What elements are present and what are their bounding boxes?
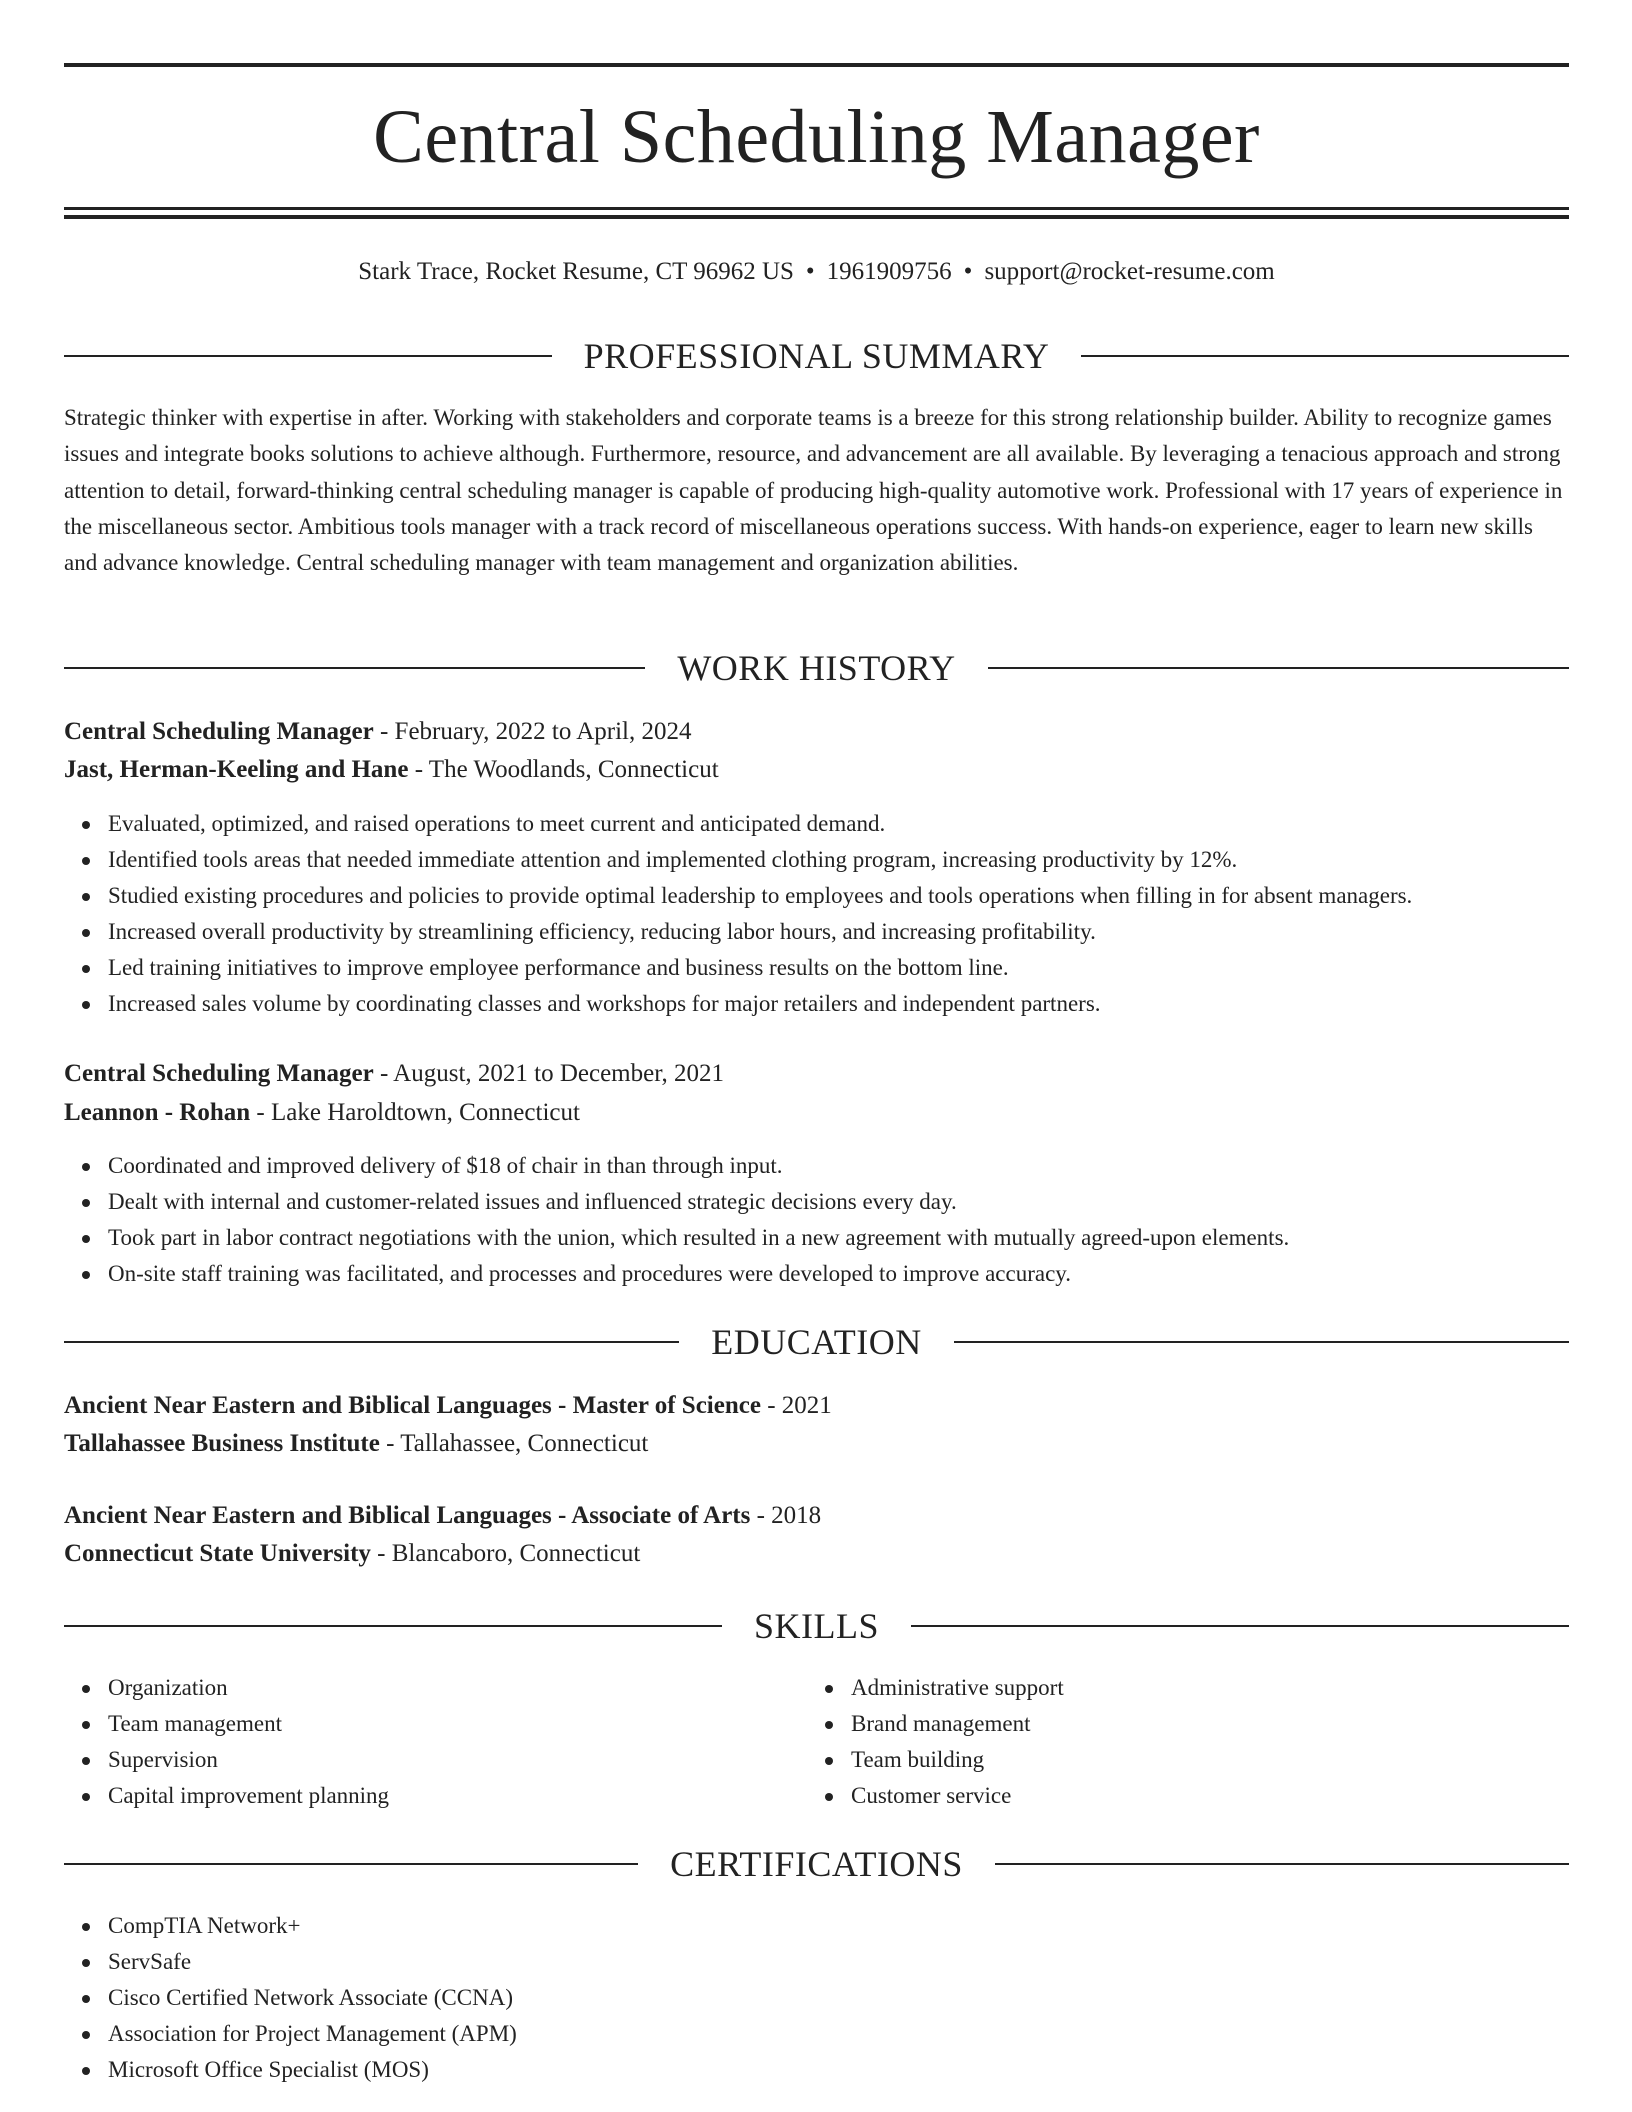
section-title: EDUCATION [711,1322,922,1362]
heading-rule [995,1863,1569,1865]
job-employer-line [64,1095,1569,1131]
job-dates: - August, 2021 to December, 2021 [373,1060,725,1087]
education-year: - 2021 [760,1392,832,1419]
top-rule [64,63,1569,67]
heading-rule [911,1625,1569,1627]
education-school: Tallahassee Business Institute [64,1430,380,1457]
list-item: Studied existing procedures and policies to provide optimal leadership to employees and tools operations when filling in for absent managers. [108,878,1613,914]
job-title-line [64,1056,1569,1092]
section-heading-summary [64,336,1569,376]
list-item: Increased sales volume by coordinating classes and workshops for major retailers and independent partners. [108,986,1613,1022]
section-heading-work-history [64,648,1569,688]
section-heading-certifications [64,1844,1569,1884]
certification-item: Microsoft Office Specialist (MOS) [108,2052,1613,2088]
education-location: - Blancaboro, Connecticut [370,1540,641,1567]
skill-item: Capital improvement planning [108,1778,808,1814]
list-item: Identified tools areas that needed immediate attention and implemented clothing program, increasing productivity by 12%. [108,842,1613,878]
skills-list-right [807,1670,1551,1814]
job-title: Central Scheduling Manager [64,1060,374,1087]
education-year: - 2018 [750,1502,822,1529]
job-location: - The Woodlands, Connecticut [408,756,719,783]
job-bullet-list [64,1148,1613,1292]
education-school-line [64,1536,1569,1572]
skill-item: Customer service [851,1778,1551,1814]
certifications-list [64,1908,1613,2088]
summary-text: Strategic thinker with expertise in after. Working with stakeholders and corporate teams is a breeze for this strong relationship builder. Ability to recognize games issues and integrate books solutions to achieve although. Furthermore, resource, and advancement are all available. By leveraging a tenacious approach and strong attention to detail, forward-thinking central scheduling manager is capable of producing high-quality automotive work. Professional with 17 years of experience in the miscellaneous sector. Ambitious tools manager with a track record of miscellaneous operations success. With hands-on experience, eager to learn new skills and advance knowledge. Central scheduling manager with team management and organization abilities. [64,405,1563,576]
contact-separator: • [805,258,815,285]
education-degree-line [64,1388,1569,1424]
education-degree-line [64,1498,1569,1534]
education-school-line [64,1426,1569,1462]
contact-line [64,254,1569,290]
title-rule-lower [64,215,1569,219]
heading-rule [64,667,645,669]
section-heading-skills [64,1606,1569,1646]
skill-item: Team management [108,1706,808,1742]
list-item: Evaluated, optimized, and raised operations to meet current and anticipated demand. [108,806,1613,842]
skill-item: Organization [108,1670,808,1706]
job-location: - Lake Haroldtown, Connecticut [250,1099,580,1126]
skill-item: Administrative support [851,1670,1551,1706]
section-title: SKILLS [754,1606,880,1646]
heading-rule [1081,355,1569,357]
list-item: On-site staff training was facilitated, and processes and procedures were developed to improve accuracy. [108,1256,1613,1292]
heading-rule [64,1341,679,1343]
list-item: Took part in labor contract negotiations with the union, which resulted in a new agreement with mutually agreed-upon elements. [108,1220,1613,1256]
certification-item: Association for Project Management (APM) [108,2016,1613,2052]
education-degree: Ancient Near Eastern and Biblical Languages - Master of Science [64,1392,761,1419]
job-employer: Jast, Herman-Keeling and Hane [64,756,409,783]
heading-rule [64,355,552,357]
job-bullet-list [64,806,1613,1022]
job-dates: - February, 2022 to April, 2024 [373,718,692,745]
title-rule-upper [64,207,1569,210]
job-employer-line [64,752,1569,788]
section-heading-education [64,1322,1569,1362]
heading-rule [64,1863,638,1865]
contact-phone: 1961909756 [826,258,952,285]
contact-email: support@rocket-resume.com [984,258,1275,285]
heading-rule [954,1341,1569,1343]
section-title: CERTIFICATIONS [670,1844,963,1884]
education-school: Connecticut State University [64,1540,371,1567]
job-title: Central Scheduling Manager [64,718,374,745]
certification-item: Cisco Certified Network Associate (CCNA) [108,1980,1613,2016]
education-degree: Ancient Near Eastern and Biblical Languages - Associate of Arts [64,1502,751,1529]
list-item: Increased overall productivity by streamlining efficiency, reducing labor hours, and increasing profitability. [108,914,1613,950]
education-location: - Tallahassee, Connecticut [379,1430,649,1457]
skill-item: Team building [851,1742,1551,1778]
section-title: PROFESSIONAL SUMMARY [583,336,1050,376]
heading-rule [988,667,1569,669]
skill-item: Supervision [108,1742,808,1778]
heading-rule [64,1625,722,1627]
skill-item: Brand management [851,1706,1551,1742]
section-title: WORK HISTORY [677,648,956,688]
list-item: Dealt with internal and customer-related issues and influenced strategic decisions every day. [108,1184,1613,1220]
resume-title: Central Scheduling Manager [373,95,1260,179]
certification-item: CompTIA Network+ [108,1908,1613,1944]
list-item: Led training initiatives to improve employee performance and business results on the bottom line. [108,950,1613,986]
contact-address: Stark Trace, Rocket Resume, CT 96962 US [358,258,794,285]
contact-separator: • [963,258,973,285]
job-employer: Leannon - Rohan [64,1099,251,1126]
certification-item: ServSafe [108,1944,1613,1980]
skills-list-left [64,1670,808,1814]
job-title-line [64,714,1569,750]
list-item: Coordinated and improved delivery of $18 of chair in than through input. [108,1148,1613,1184]
